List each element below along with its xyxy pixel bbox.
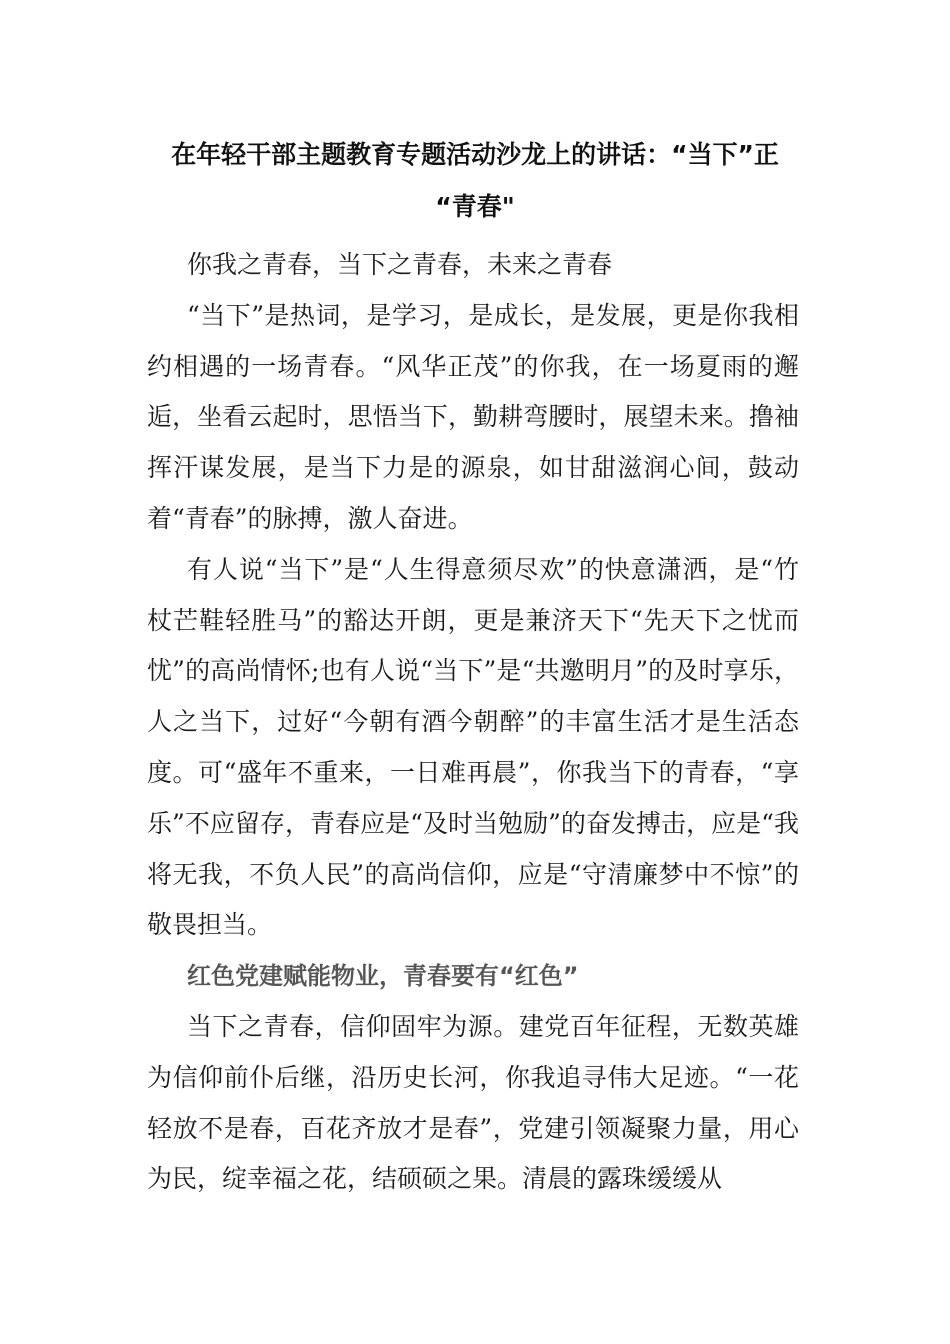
section-subtitle: 你我之青春，当下之青春，未来之青春	[187, 250, 613, 279]
section-heading: 红色党建赋能物业，青春要有“红色”	[187, 962, 579, 991]
document-title-line-1: 在年轻干部主题教育专题活动沙龙上的讲话：“当下”正	[171, 140, 779, 169]
document-body	[147, 240, 799, 1205]
paragraph-1: “当下”是热词，是学习，是成长，是发展，更是你我相约相遇的一场青春。“风华正茂”的你我，在一场夏雨的邂逅，坐看云起时，思悟当下，勤耕弯腰时，展望未来。撸袖挥汗谋发展，是当下力是的源泉，如甘甜滋润心间，鼓动着“青春”的脉搏，激人奋进。	[147, 300, 799, 533]
document-title-line-2: “青春"	[435, 192, 515, 221]
paragraph-2: 有人说“当下”是“人生得意须尽欢”的快意潇洒，是“竹杖芒鞋轻胜马”的豁达开朗，更是兼济天下“先天下之忧而忧”的高尚情怀;也有人说“当下”是“共邀明月”的及时享乐，人之当下，过好“今朝有酒今朝醉”的丰富生活才是生活态度。可“盛年不重来，一日难再晨”，你我当下的青春，“享乐”不应留存，青春应是“及时当勉励”的奋发搏击，应是“我将无我，不负人民”的高尚信仰，应是“守清廉梦中不惊”的敬畏担当。	[147, 554, 799, 940]
paragraph-3: 当下之青春，信仰固牢为源。建党百年征程，无数英雄为信仰前仆后继，沿历史长河，你我追寻伟大足迹。“一花轻放不是春，百花齐放才是春”，党建引领凝聚力量，用心为民，绽幸福之花，结硕硕之果。清晨的露珠缓缓从	[147, 1011, 799, 1194]
